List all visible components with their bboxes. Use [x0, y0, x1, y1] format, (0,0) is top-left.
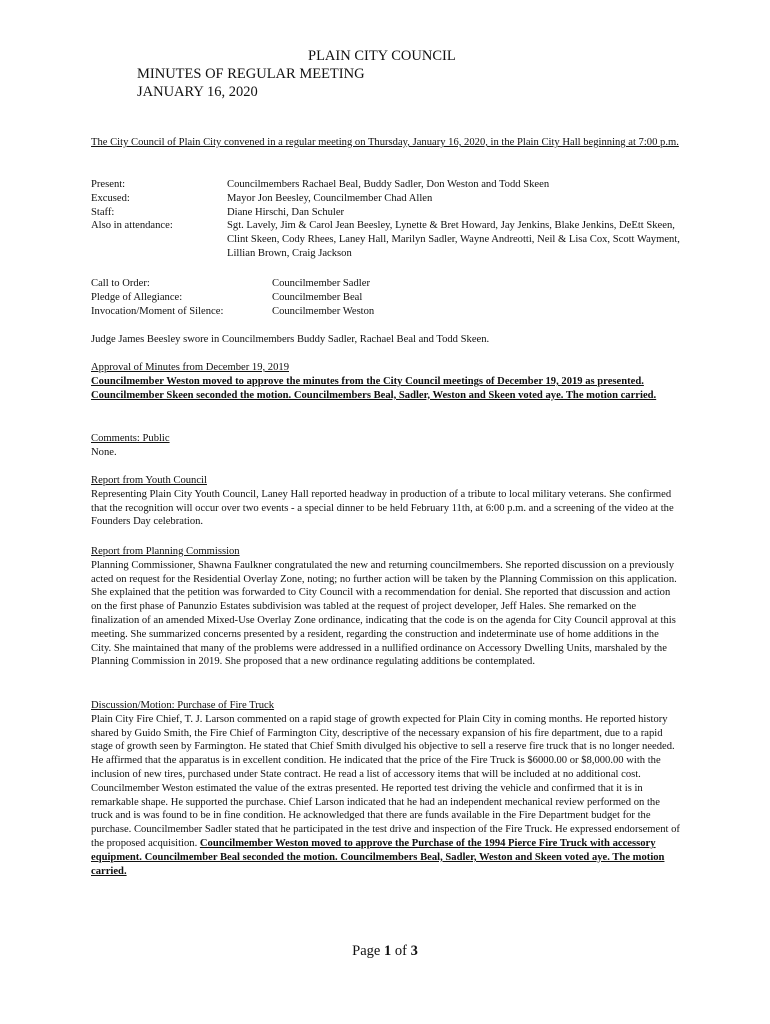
order-row-call: [91, 277, 681, 291]
comments-body: None.: [91, 446, 117, 458]
planning-commission-heading: Report from Planning Commission: [91, 546, 240, 557]
minutes-heading: MINUTES OF REGULAR MEETING: [137, 66, 365, 82]
attendance-label: Staff:: [91, 206, 115, 218]
order-label: Invocation/Moment of Silence:: [91, 305, 224, 317]
meeting-date-heading: JANUARY 16, 2020: [137, 84, 258, 100]
order-row-invocation: [91, 305, 681, 319]
order-value: Councilmember Sadler: [272, 278, 370, 289]
attendance-row-staff: [91, 206, 681, 220]
meeting-order-list: [91, 277, 681, 318]
page-total: 3: [410, 943, 418, 959]
council-name-heading: PLAIN CITY COUNCIL: [308, 48, 456, 64]
attendance-label: Also in attendance:: [91, 220, 173, 232]
fire-truck-paragraph: [91, 713, 681, 879]
youth-council-heading: Report from Youth Council: [91, 475, 207, 486]
page-number: 1: [383, 943, 392, 959]
attendance-value: Mayor Jon Beesley, Councilmember Chad Allen: [227, 192, 433, 204]
fire-truck-heading: Discussion/Motion: Purchase of Fire Truck: [91, 700, 275, 711]
fire-truck-body: Plain City Fire Chief, T. J. Larson commented on a rapid stage of growth expected for Plain City in coming months. He reported history shared by Guido Smith, the Fire Chief of Farmington City, descriptive of the necessary expansion of his fire department, due to a rapid stage of growth seen by Farmington. He stated that Chief Smith divulged his objective to sell a reserve fire truck that is no longer needed. He affirmed that the apparatus is in excellent condition. He indicated that the price of the Fire Truck is $6000.00 or $8,000.00 with the inclusion of new tires, purchased under State contract. He read a list of accessory items that will be included at no additional cost. Councilmember Weston estimated the value of the extras presented. He reported test driving the vehicle and confirmed that it is in remarkable shape. He supported the purchase. Chief Larson indicated that he had an independent mechanical review performed on the truck and is was found to be in fine condition. He acknowledged that there are funds available in the Fire Department budget for the purchase. Councilmember Sadler stated that he participated in the test drive and inspection of the Fire Truck. He expressed endorsement of the proposed acquisition.: [91, 713, 680, 849]
attendance-row-also: [91, 219, 681, 260]
youth-council-body: Representing Plain City Youth Council, Laney Hall reported headway in production of a tribute to local military veterans. She confirmed that the recognition will occur over two events - a special dinner to be held February 11th, at 6:00 p.m. and a screening of the video at the Founders Day celebration.: [91, 488, 674, 528]
swearing-in-paragraph: [91, 333, 681, 347]
attendance-row-excused: [91, 192, 681, 206]
intro-text: The City Council of Plain City convened in a regular meeting on Thursday, January 16, 2020, in the Plain City Hall beginning at 7:00 p.m.: [91, 137, 679, 148]
order-row-pledge: [91, 291, 681, 305]
order-label: Call to Order:: [91, 278, 150, 289]
page-label: Page: [352, 943, 384, 959]
fire-truck-motion: Councilmember Weston moved to approve the Purchase of the 1994 Pierce Fire Truck with accessory equipment. Councilmember Beal seconded the motion. Councilmembers Beal, Sadler, Weston and Skeen voted aye. The motion carried.: [91, 837, 665, 877]
intro-paragraph: [91, 136, 681, 150]
order-value: Councilmember Beal: [272, 291, 363, 303]
planning-commission-body: Planning Commissioner, Shawna Faulkner congratulated the new and returning councilmembers. She reported discussion on a previously acted on request for the Residential Overlay Zone, noting; no further action will be taken by the Planning Commission on this application. She explained that the petition was forwarded to City Council with a recommendation for denial. She reported that discussion and action on the first phase of Panunzio Estates subdivision was tabled at the request of project developer, Jeff Hales. She remarked on the finalization of an amended Mixed-Use Overlay Zone ordinance, indicating that the code is on the agenda for City Council approval at this meeting. She summarized concerns presented by a resident, regarding the construction and indeterminate use of home additions in the City. She maintained that many of the problems were addressed in a nullified ordinance on Accessory Dwelling Units, marshaled by the Planning Commission in 2019. She proposed that a new ordinance regulating additions be contemplated.: [91, 559, 677, 668]
comments-section: [91, 432, 681, 460]
swearing-in-text: Judge James Beesley swore in Councilmembers Buddy Sadler, Rachael Beal and Todd Skeen.: [91, 334, 490, 345]
approval-heading: Approval of Minutes from December 19, 2019: [91, 362, 289, 373]
approval-motion: Councilmember Weston moved to approve the minutes from the City Council meetings of December 19, 2019 as presented. Councilmember Skeen seconded the motion. Councilmembers Beal, Sadler, Weston and Skeen voted aye. The motion carried.: [91, 375, 657, 401]
page-footer: [0, 943, 770, 960]
attendance-row-present: [91, 178, 681, 192]
attendance-label: Excused:: [91, 192, 130, 204]
approval-section: [91, 361, 681, 402]
planning-commission-section: [91, 545, 681, 669]
order-value: Councilmember Weston: [272, 305, 375, 317]
page-of-label: of: [391, 943, 411, 959]
attendance-value: Councilmembers Rachael Beal, Buddy Sadler, Don Weston and Todd Skeen: [227, 179, 550, 190]
attendance-label: Present:: [91, 179, 126, 190]
youth-council-section: [91, 474, 681, 529]
attendance-list: [91, 178, 681, 261]
fire-truck-section: [91, 699, 681, 878]
comments-heading: Comments: Public: [91, 433, 170, 444]
order-label: Pledge of Allegiance:: [91, 291, 183, 303]
attendance-value: Diane Hirschi, Dan Schuler: [227, 206, 345, 218]
attendance-value: Sgt. Lavely, Jim & Carol Jean Beesley, Lynette & Bret Howard, Jay Jenkins, Blake Jenkins, DeEtt Skeen, Clint Skeen, Cody Rhees, Laney Hall, Marilyn Sadler, Wayne Andreotti, Neil & Lisa Cox, Scott Wayment, Lillian Brown, Craig Jackson: [227, 220, 680, 259]
